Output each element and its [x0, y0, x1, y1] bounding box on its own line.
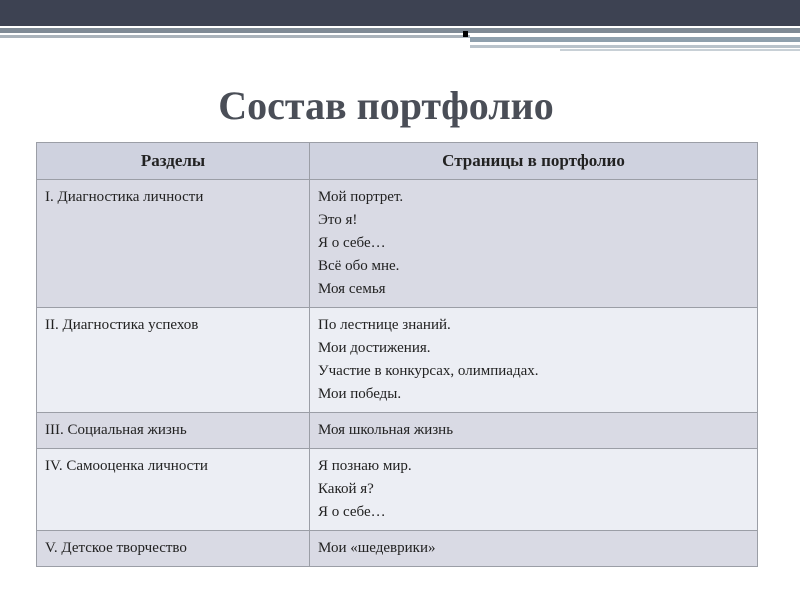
header-sections: Разделы	[37, 143, 310, 180]
table-row	[37, 449, 758, 531]
page-item: Мои достижения.	[318, 340, 431, 356]
pages-cell	[310, 531, 758, 567]
decorative-stripe	[470, 45, 800, 48]
top-banner	[0, 0, 800, 26]
pages-cell	[310, 308, 758, 413]
decorative-stripe	[560, 49, 800, 51]
table-header-row	[37, 143, 758, 180]
section-cell: II. Диагностика успехов	[37, 308, 310, 413]
pages-cell	[310, 180, 758, 308]
page-item: Я о себе…	[318, 235, 386, 251]
header-pages: Страницы в портфолио	[310, 143, 758, 180]
page-item: Какой я?	[318, 481, 374, 497]
table-row	[37, 531, 758, 567]
table-row	[37, 413, 758, 449]
page-item: Мои победы.	[318, 386, 402, 402]
page-item: Моя школьная жизнь	[318, 422, 454, 438]
table-row	[37, 308, 758, 413]
page-item: Всё обо мне.	[318, 258, 400, 274]
section-cell: V. Детское творчество	[37, 531, 310, 567]
page-item: Мой портрет.	[318, 189, 404, 205]
section-cell: IV. Самооценка личности	[37, 449, 310, 531]
section-cell: I. Диагностика личности	[37, 180, 310, 308]
page-item: Участие в конкурсах, олимпиадах.	[318, 363, 539, 379]
pages-cell	[310, 413, 758, 449]
section-cell: III. Социальная жизнь	[37, 413, 310, 449]
page-item: Я познаю мир.	[318, 458, 412, 474]
page-item: Мои «шедеврики»	[318, 540, 436, 556]
decorative-stripe	[0, 35, 470, 38]
page-item: Моя семья	[318, 281, 386, 297]
decorative-stripe	[0, 28, 800, 33]
pages-cell	[310, 449, 758, 531]
portfolio-table	[36, 142, 758, 567]
table-row	[37, 180, 758, 308]
page-item: По лестнице знаний.	[318, 317, 451, 333]
page-title: Состав портфолио	[218, 83, 554, 128]
decorative-stripe	[470, 37, 800, 42]
page-item: Я о себе…	[318, 504, 386, 520]
decorative-marker	[463, 31, 468, 37]
page-item: Это я!	[318, 212, 358, 228]
